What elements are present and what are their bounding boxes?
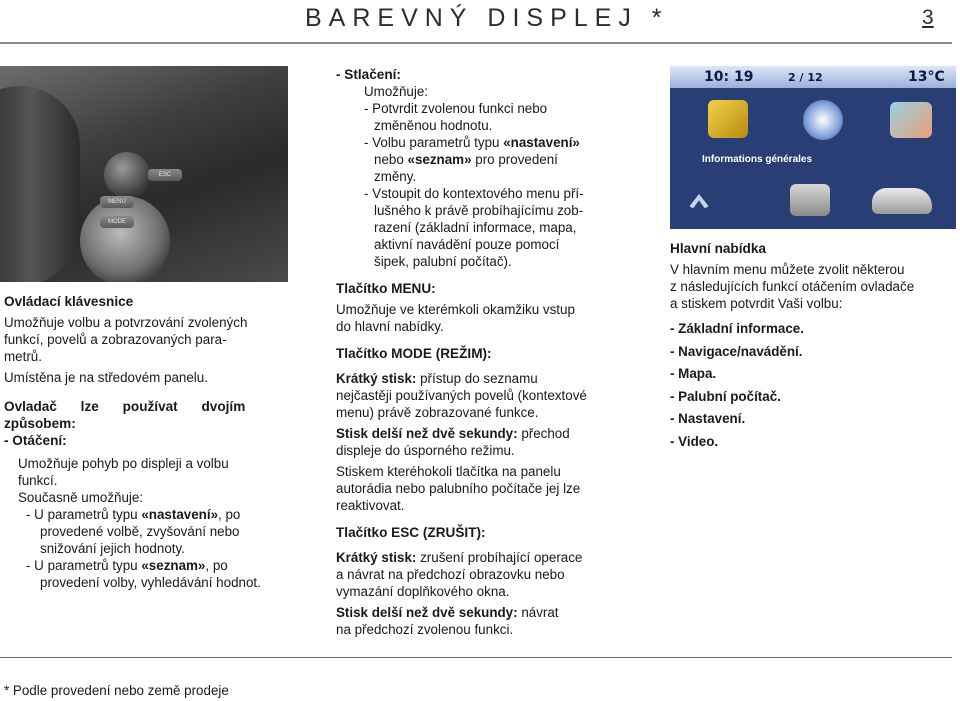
display-temperature: 13°C	[908, 69, 945, 85]
text-line: Umožňuje ve kterémkoli okamžiku vstup	[336, 302, 575, 317]
right-column	[670, 240, 960, 453]
esc-key: ESC	[148, 169, 182, 181]
menu-list-item: - Základní informace.	[670, 321, 804, 336]
footer-rule	[0, 657, 952, 658]
text-line: menu) právě zobrazované funkce.	[336, 405, 539, 420]
text-run: zrušení probíhající operace	[416, 550, 583, 565]
text-line: razení (základní informace, mapa,	[374, 220, 577, 235]
text-run: «seznam»	[141, 558, 206, 573]
menu-list-item: - Video.	[670, 433, 719, 449]
text-line: Umožňuje volbu a potvrzování zvolených	[4, 315, 248, 330]
text-run: nebo	[374, 152, 408, 167]
text-line: Umožňuje pohyb po displeji a volbu	[18, 456, 229, 471]
text-line: do hlavní nabídky.	[336, 319, 444, 334]
text-line: - Potvrdit zvolenou funkci nebo	[364, 101, 548, 116]
text-run: - Volbu parametrů typu	[364, 135, 504, 150]
display-clock: 10: 19	[704, 69, 754, 85]
section-heading: Hlavní nabídka	[670, 241, 766, 256]
subheading: způsobem:	[4, 416, 76, 431]
text-run: Krátký stisk:	[336, 371, 417, 386]
page-title: BAREVNÝ DISPLEJ *	[305, 4, 669, 32]
control-keypad-photo	[0, 66, 288, 282]
text-line: změněnou hodnotu.	[374, 118, 493, 133]
text-line: nejčastěji používaných povelů (kontextové	[336, 388, 587, 403]
text-line: aktivní navádění pouze pomocí	[374, 237, 560, 252]
text-line: metrů.	[4, 349, 42, 364]
left-column	[4, 293, 291, 591]
chevron-up-icon	[688, 194, 710, 208]
text-line: funkcí, povelů a zobrazovaných para-	[4, 332, 227, 347]
text-run: Krátký stisk:	[336, 550, 417, 565]
computer-icon	[790, 184, 830, 216]
subheading: Ovladač lze používat dvojím	[4, 399, 246, 414]
gear-lever	[0, 86, 80, 282]
text-line: změny.	[374, 169, 417, 184]
text-line: provedené volbě, zvyšování nebo	[40, 524, 240, 539]
text-line: reaktivovat.	[336, 498, 405, 513]
menu-list-item: - Palubní počítač.	[670, 388, 781, 404]
text-run: «nastavení»	[141, 507, 219, 522]
rotary-knob	[104, 152, 150, 198]
menu-list-item: - Navigace/navádění.	[670, 343, 803, 359]
text-run: - U parametrů typu	[26, 507, 142, 522]
text-run: «seznam»	[407, 152, 472, 167]
subheading: Tlačítko MODE (REŽIM):	[336, 346, 492, 361]
map-icon	[890, 102, 932, 138]
text-line: V hlavním menu můžete zvolit některou	[670, 262, 905, 277]
text-line: lušného k právě probíhajícímu zob-	[374, 203, 584, 218]
subheading: - Otáčení:	[4, 433, 67, 448]
text-run: Stisk delší než dvě sekundy:	[336, 605, 518, 620]
text-line: Umístěna je na středovém panelu.	[4, 370, 208, 385]
text-run: přechod	[517, 426, 570, 441]
header-rule	[0, 42, 952, 44]
text-line: šipek, palubní počítač).	[374, 254, 512, 269]
text-run: návrat	[517, 605, 559, 620]
text-line: a stiskem potvrdit Vaši volbu:	[670, 296, 843, 311]
display-page-counter: 2 / 12	[788, 71, 823, 84]
text-line: vymazání doplňkového okna.	[336, 584, 510, 599]
text-line: Umožňuje:	[364, 84, 429, 99]
text-line: Současně umožňuje:	[18, 490, 144, 505]
text-line: na předchozí zvolenou funkci.	[336, 622, 514, 637]
subheading: - Stlačení:	[336, 67, 401, 82]
text-run: přístup do seznamu	[416, 371, 538, 386]
info-icon	[708, 100, 748, 138]
display-screenshot	[670, 66, 956, 229]
text-line: autorádia nebo palubního počítače jej lze	[336, 481, 581, 496]
footnote: * Podle provedení nebo země prodeje	[4, 683, 229, 698]
text-line: Stiskem kteréhokoli tlačítka na panelu	[336, 464, 561, 479]
menu-list-item: - Mapa.	[670, 366, 717, 381]
page-number: 3	[922, 6, 934, 29]
text-line: funkcí.	[18, 473, 58, 488]
text-run: - U parametrů typu	[26, 558, 142, 573]
menu-key: MENU	[100, 196, 134, 208]
text-line: provedení volby, vyhledávání hodnot.	[40, 575, 261, 590]
rotary-knob-ring	[80, 196, 170, 282]
text-line: - Vstoupit do kontextového menu pří-	[364, 186, 584, 201]
subheading: Tlačítko MENU:	[336, 281, 436, 296]
text-run: pro provedení	[471, 152, 558, 167]
display-menu-label: Informations générales	[702, 154, 813, 165]
mode-key: MODE	[100, 216, 134, 228]
text-run: , po	[205, 558, 228, 573]
menu-list-item: - Nastavení.	[670, 411, 746, 426]
subheading: Tlačítko ESC (ZRUŠIT):	[336, 525, 486, 540]
text-line: displeje do úsporného režimu.	[336, 443, 515, 458]
middle-column	[336, 66, 624, 638]
text-line: a návrat na předchozí obrazovku nebo	[336, 567, 565, 582]
text-run: «nastavení»	[503, 135, 580, 150]
text-line: snižování jejich hodnoty.	[40, 541, 185, 556]
navigation-icon	[803, 100, 843, 140]
text-run: Stisk delší než dvě sekundy:	[336, 426, 518, 441]
car-icon	[872, 188, 932, 214]
text-run: , po	[218, 507, 241, 522]
section-heading: Ovládací klávesnice	[4, 294, 134, 309]
text-line: z následujících funkcí otáčením ovladače	[670, 279, 915, 294]
